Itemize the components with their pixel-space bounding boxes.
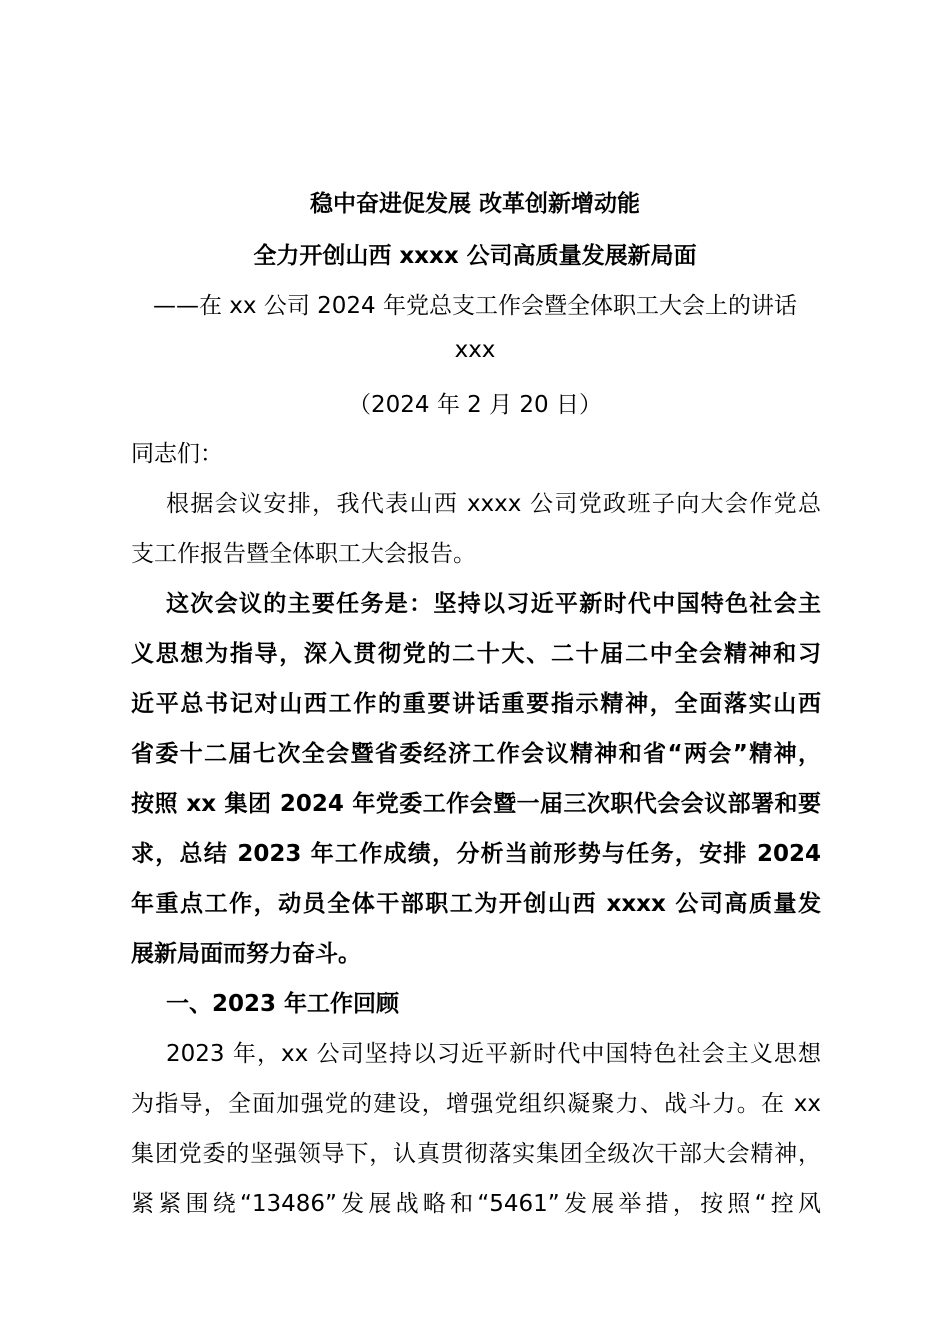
paragraph-line: 展新局面而努力奋斗。	[131, 941, 361, 967]
paragraph-line: 省委十二届七次全会暨省委经济工作会议精神和省“两会”精神，	[131, 741, 821, 767]
speaker: xxx	[454, 337, 496, 363]
paragraph-line: 义思想为指导，深入贯彻党的二十大、二十届二中全会精神和习	[131, 641, 821, 667]
subtitle: ——在 xx 公司 2024 年党总支工作会暨全体职工大会上的讲话	[153, 293, 797, 319]
title-line-2: 全力开创山西 xxxx 公司高质量发展新局面	[253, 243, 697, 269]
paragraph-line: 这次会议的主要任务是：坚持以习近平新时代中国特色社会主	[166, 591, 821, 617]
speech-date: （2024 年 2 月 20 日）	[348, 392, 602, 418]
salutation: 同志们：	[131, 441, 223, 467]
paragraph-line: 按照 xx 集团 2024 年党委工作会暨一届三次职代会会议部署和要	[131, 791, 821, 817]
section-heading: 一、2023 年工作回顾	[166, 991, 400, 1017]
title-line-1: 稳中奋进促发展 改革创新增动能	[309, 191, 640, 217]
paragraph-line: 2023 年，xx 公司坚持以习近平新时代中国特色社会主义思想	[166, 1041, 821, 1067]
paragraph-line: 集团党委的坚强领导下，认真贯彻落实集团全级次干部大会精神，	[131, 1141, 821, 1167]
paragraph-line: 支工作报告暨全体职工大会报告。	[131, 541, 476, 567]
paragraph-line: 求，总结 2023 年工作成绩，分析当前形势与任务，安排 2024	[131, 841, 821, 867]
paragraph-line: 年重点工作，动员全体干部职工为开创山西 xxxx 公司高质量发	[131, 891, 821, 917]
paragraph-line: 为指导，全面加强党的建设，增强党组织凝聚力、战斗力。在 xx	[131, 1091, 821, 1117]
paragraph-line: 根据会议安排，我代表山西 xxxx 公司党政班子向大会作党总	[166, 491, 821, 517]
paragraph-line: 近平总书记对山西工作的重要讲话重要指示精神，全面落实山西	[131, 691, 821, 717]
paragraph-line: 紧紧围绕“13486”发展战略和“5461”发展举措，按照“控风	[131, 1191, 821, 1217]
